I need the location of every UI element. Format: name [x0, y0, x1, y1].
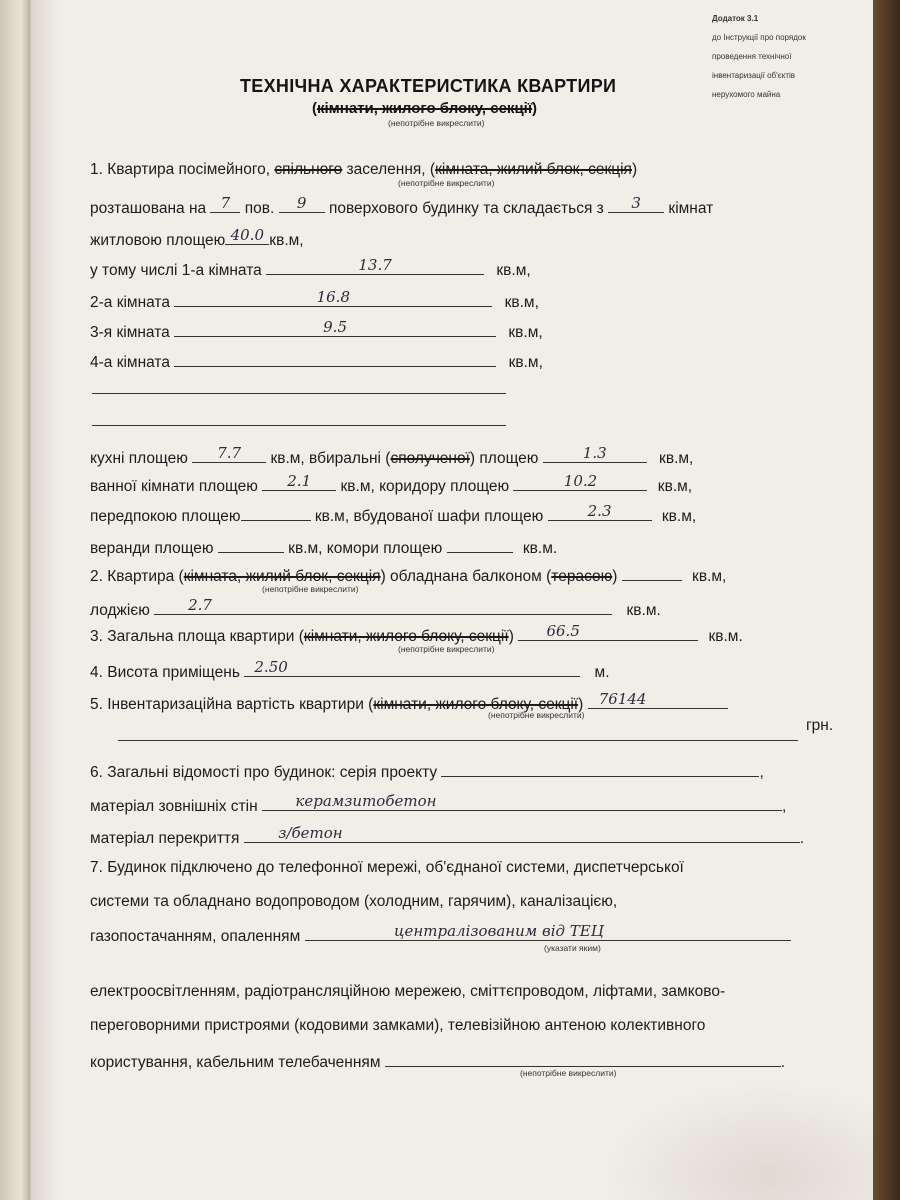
walls-line [90, 794, 786, 817]
room2-line [90, 290, 539, 313]
floors-total-field [279, 196, 325, 213]
rooms-count-value: 3 [631, 194, 641, 212]
veranda-line [90, 536, 557, 559]
corner-note-line: Додаток 3.1 [712, 13, 759, 23]
floor-material-field [244, 826, 800, 843]
storage-label: кв.м, комори площею [288, 540, 443, 557]
struck-text: кімната, жилий блок, секція [435, 161, 632, 178]
paren: ) [631, 161, 638, 178]
struck-text: сполученої [390, 450, 470, 467]
unit-label: кв.м, [508, 354, 543, 371]
unit-label: м. [594, 664, 610, 681]
living-area-line [90, 228, 304, 251]
item2-line [90, 564, 726, 587]
struck-text: кімнати, жилого блоку, секції [317, 100, 533, 117]
blank-line [92, 425, 506, 426]
corridor-value: 10.2 [563, 472, 598, 490]
room2-field [174, 290, 492, 307]
unit-label: кв.м, [269, 232, 304, 249]
location-line [90, 196, 713, 219]
bathroom-line [90, 474, 692, 497]
walls-material-field [262, 794, 782, 811]
paren: ( [312, 100, 317, 117]
loggia-line [90, 598, 661, 621]
corner-note-line: нерухомого майна [712, 89, 781, 99]
floor-material-value: з/бетон [278, 824, 343, 842]
background-right-edge [872, 0, 900, 1200]
room4-line [90, 350, 543, 373]
item1-mid: заселення, ( [346, 161, 436, 178]
inventory-value-field [588, 692, 728, 709]
note-unneeded: (непотрібне викреслити) [520, 1068, 617, 1078]
ceiling-height-field [244, 660, 580, 677]
corner-note-line: проведення технічної [712, 51, 792, 61]
punctuation: , [781, 798, 787, 815]
project-series-label: 6. Загальні відомості про будинок: серія проекту [90, 764, 438, 781]
item7-line5: переговорними пристроями (кодовими замками), телевізійною антеною колективного [90, 1017, 706, 1034]
corner-note [712, 4, 806, 109]
location-label: поверхового будинку та складається з [328, 200, 604, 217]
room1-field [266, 258, 484, 275]
note-unneeded: (непотрібне викреслити) [398, 178, 495, 188]
toilet-field [543, 446, 647, 463]
room3-line [90, 320, 543, 343]
note-specify: (указати яким) [544, 943, 601, 953]
struck-text: кімнати, жилого блоку, секції [373, 696, 579, 713]
room1-line [90, 258, 531, 281]
corner-note-line: до Інструкції про порядок [712, 32, 806, 42]
paren: ) [508, 628, 514, 645]
room3-field [174, 320, 496, 337]
room-label: 3-я кімната [90, 324, 170, 341]
floor-material-label: матеріал перекриття [90, 830, 240, 847]
kitchen-value: 7.7 [217, 444, 242, 462]
cable-tv-field [385, 1050, 781, 1067]
currency-unit: грн. [806, 717, 834, 734]
room-label: 4-а кімната [90, 354, 170, 371]
struck-text: терасою [551, 568, 613, 585]
item7-line4: електроосвітленням, радіотрансляційною мережею, сміттєпроводом, ліфтами, замково- [90, 983, 726, 1000]
floor-material-line [90, 826, 804, 849]
item2-prefix: 2. Квартира ( [90, 568, 184, 585]
closet-value: 2.3 [587, 502, 612, 520]
item7-line3 [90, 924, 791, 947]
unit-label: кв.м, [496, 262, 531, 279]
note-unneeded: (непотрібне викреслити) [262, 584, 359, 594]
heating-field [305, 924, 791, 941]
unit-label: кв.м, [504, 294, 539, 311]
bathroom-field [262, 474, 336, 491]
living-area-value: 40.0 [230, 226, 264, 244]
background-left-edge [0, 0, 30, 1200]
corner-note-line: інвентаризації об'єктів [712, 70, 796, 80]
corridor-label: кв.м, коридору площею [340, 478, 510, 495]
heating-label: газопостачанням, опаленням [90, 928, 301, 945]
cable-tv-label: користування, кабельним телебаченням [90, 1054, 381, 1071]
location-label: розташована на [90, 200, 207, 217]
unit-label: кв.м. [626, 602, 661, 619]
item3-prefix: 3. Загальна площа квартири ( [90, 628, 304, 645]
kitchen-field [192, 446, 266, 463]
paren: ) [532, 100, 538, 117]
bathroom-value: 2.1 [287, 472, 312, 490]
veranda-label: веранди площею [90, 540, 214, 557]
balcony-field [622, 564, 682, 581]
hallway-line [90, 504, 696, 527]
ceiling-height-label: 4. Висота приміщень [90, 664, 240, 681]
item7-line1: 7. Будинок підключено до телефонної мережі, об'єднаної системи, диспетчерської [90, 859, 684, 876]
floors-total-value: 9 [296, 194, 307, 212]
room-label: 2-а кімната [90, 294, 170, 311]
item7-line6 [90, 1050, 785, 1073]
bathroom-label: ванної кімнати площею [90, 478, 258, 495]
item1-line [90, 160, 637, 180]
kitchen-label: кухні площею [90, 450, 188, 467]
struck-text: спільного [274, 161, 343, 178]
room1-value: 13.7 [358, 256, 392, 274]
room2-value: 16.8 [316, 288, 350, 306]
closet-field [548, 504, 652, 521]
paren: ) [578, 696, 584, 713]
note-unneeded: (непотрібне викреслити) [388, 118, 485, 128]
corridor-field [513, 474, 647, 491]
living-area-field [225, 228, 269, 245]
note-unneeded: (непотрібне викреслити) [398, 644, 495, 654]
heating-value: централізованим від ТЕЦ [394, 922, 604, 940]
loggia-value: 2.7 [188, 596, 212, 614]
room-label: у тому числі 1-а кімната [90, 262, 262, 279]
unit-label: кв.м, [661, 508, 697, 525]
loggia-label: лоджією [90, 602, 150, 619]
living-area-label: житловою площею [90, 232, 226, 249]
item6-line [90, 760, 764, 783]
floor-field [210, 196, 240, 213]
closet-label: кв.м, вбудованої шафи площею [314, 508, 544, 525]
kitchen-line [90, 446, 693, 469]
unit-label: кв.м, [657, 478, 693, 495]
note-unneeded: (непотрібне викреслити) [488, 710, 585, 720]
toilet-value: 1.3 [582, 444, 607, 462]
hallway-label: передпокою площею [90, 508, 241, 525]
item5-line [90, 692, 728, 715]
floor-value: 7 [220, 194, 231, 212]
paren: ) [612, 568, 618, 585]
toilet-label: ) площею [469, 450, 539, 467]
location-label: кімнат [668, 200, 714, 217]
walls-material-value: керамзитобетон [295, 792, 437, 810]
hallway-field [241, 504, 311, 521]
location-label: пов. [244, 200, 275, 217]
unit-label: кв.м, [692, 568, 727, 585]
blank-line [118, 740, 798, 741]
item2-mid: ) обладнана балконом ( [380, 568, 552, 585]
inventory-value: 76144 [598, 690, 647, 708]
punctuation: . [780, 1054, 786, 1071]
document-title: ТЕХНІЧНА ХАРАКТЕРИСТИКА КВАРТИРИ [240, 76, 617, 96]
struck-text: кімната, жилий блок, секція [183, 568, 381, 585]
item7-line2: системи та обладнано водопроводом (холодним, гарячим), каналізацією, [90, 893, 618, 910]
unit-label: кв.м. [522, 540, 558, 557]
item4-line [90, 660, 610, 683]
unit-label: кв.м, [659, 450, 694, 467]
unit-label: кв.м, вбиральні ( [270, 450, 391, 467]
unit-label: кв.м. [708, 628, 743, 645]
shadow-area [600, 1080, 880, 1200]
struck-text: кімнати, жилого блоку, секції [303, 628, 509, 645]
rooms-count-field [608, 196, 664, 213]
punctuation: , [759, 764, 764, 781]
item5-prefix: 5. Інвентаризаційна вартість квартири ( [90, 696, 374, 713]
unit-label: кв.м, [508, 324, 543, 341]
total-area-value: 66.5 [546, 622, 580, 640]
document-subtitle [312, 100, 537, 117]
walls-material-label: матеріал зовнішніх стін [90, 798, 258, 815]
loggia-field [154, 598, 612, 615]
storage-field [447, 536, 513, 553]
total-area-field [518, 624, 698, 641]
blank-line [92, 393, 506, 394]
item1-prefix: 1. Квартира посімейного, [90, 161, 271, 178]
ceiling-height-value: 2.50 [254, 658, 288, 676]
room4-field [174, 350, 496, 367]
punctuation: . [799, 830, 805, 847]
veranda-field [218, 536, 284, 553]
project-series-field [441, 760, 759, 777]
room3-value: 9.5 [323, 318, 347, 336]
